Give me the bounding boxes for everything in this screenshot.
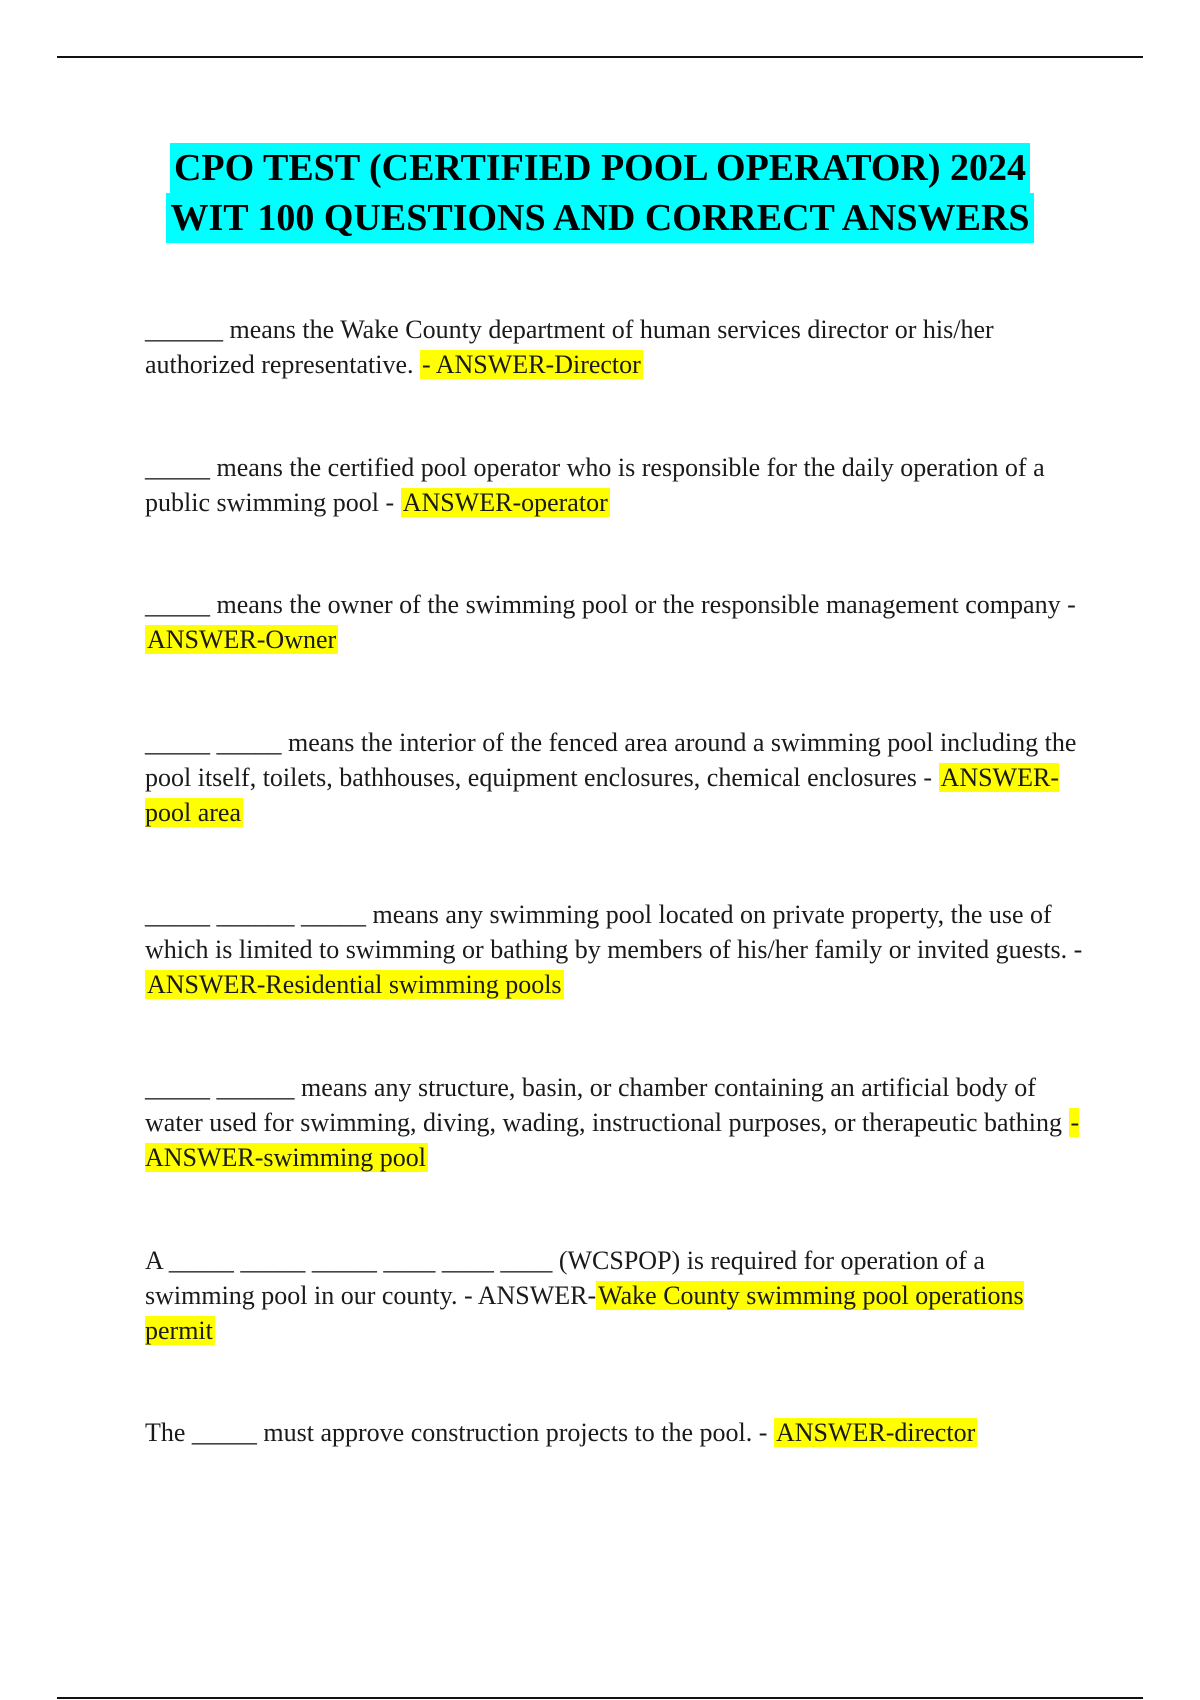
answer-highlight: ANSWER-Owner (147, 625, 337, 654)
answer-highlight: ANSWER-pool area (145, 763, 1059, 827)
answer-prefix: - ANSWER- (457, 1281, 597, 1310)
question-item (145, 1415, 1085, 1450)
question-item (145, 1070, 1085, 1175)
answer-prefix: - (1067, 935, 1083, 964)
answer-highlight: - ANSWER-Director (422, 350, 641, 379)
answer-highlight: ANSWER-Residential swimming pools (147, 970, 562, 999)
answer-highlight: - ANSWER-swimming pool (145, 1108, 1080, 1172)
answer-highlight: Wake County swimming pool operations permit (145, 1281, 1024, 1345)
question-text: _____ ______ _____ means any swimming pool located on private property, the use of which is limited to swimming or bathing by members of his/her family or invited guests. (145, 900, 1068, 964)
answer-prefix (1062, 1108, 1069, 1137)
answer-highlight: ANSWER-operator (402, 488, 608, 517)
question-item (145, 587, 1085, 657)
answer-prefix: - (1060, 590, 1076, 619)
answer-prefix: - (379, 488, 401, 517)
answer-prefix: - (752, 1418, 774, 1447)
question-item (145, 312, 1085, 382)
question-item (145, 1243, 1085, 1348)
bottom-rule (57, 1697, 1143, 1699)
top-rule (57, 56, 1143, 58)
answer-highlight: ANSWER-director (775, 1418, 976, 1447)
question-text: _____ _____ means the interior of the fenced area around a swimming pool including the pool itself, toilets, bathhouses, equipment enclosures, chemical enclosures (145, 728, 1077, 792)
question-text: ______ means the Wake County department of human services director or his/her authorized representative. (145, 315, 994, 379)
title-line-2: WIT 100 QUESTIONS AND CORRECT ANSWERS (166, 193, 1033, 243)
document-title (0, 143, 1200, 243)
title-line-1: CPO TEST (CERTIFIED POOL OPERATOR) 2024 (170, 143, 1030, 193)
question-item (145, 450, 1085, 520)
answer-prefix: - (916, 763, 939, 792)
question-text: The _____ must approve construction projects to the pool. (145, 1418, 753, 1447)
question-text: A _____ _____ _____ ____ ____ ____ (WCSPOP) is required for operation of a swimming pool in our county. (145, 1246, 985, 1310)
question-text: _____ means the owner of the swimming pool or the responsible management company (145, 590, 1061, 619)
question-item (145, 725, 1085, 830)
question-text: _____ means the certified pool operator who is responsible for the daily operation of a public swimming pool (145, 453, 1045, 517)
question-text: _____ ______ means any structure, basin, or chamber containing an artificial body of water used for swimming, diving, wading, instructional purposes, or therapeutic bathing (145, 1073, 1063, 1137)
question-item (145, 897, 1085, 1002)
